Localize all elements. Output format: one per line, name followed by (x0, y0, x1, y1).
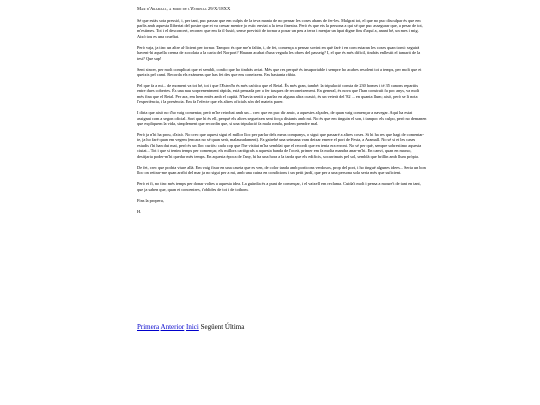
letter-signature: H. (137, 208, 142, 214)
letter-heading-date: 29/X/18XX (206, 6, 231, 11)
pagination-nav (137, 323, 244, 332)
previous-page-link[interactable]: Anterior (160, 323, 185, 331)
next-page-label: Següent (200, 323, 224, 331)
letter-paragraph: Pel que fa a mi... de moment va tot bé, tot i que l'Estrella és més caòtica que el Reial. És més gran, també: la tripulació consta de 230 homes i té 35 canons repartits entre dues cobertes. És una nau sorprenentment ràpida, està pensada per a fer tasques de reconeixement. En general, és nova que l'han construït fa poc anys, va molt més fina que el Reial. Per ara, em hem entès amb el capità. N'havia sentit a parlar en alguna altra ocasió, és un veterà del '82 ... en quanta llum; això, però se li nota l'experiència, i la presència. Em fa l'efecte que els altres oficials són del mateix parer. (137, 83, 420, 105)
letter-heading-place: Mar d'Aramall, a bord de l' (137, 6, 191, 11)
letter-paragraph: I diria que això no t'ho vaig comentar, però m'he retrobat amb un... crec que en puc dir amic, a aquestes alçades, de quan vaig començar a navegar. Aquí ha estat assignat com a segon oficial. Sort que hi és ell, perquè els altres segueixen sent força distants amb mi. No és que em tinguin el son, i tampoc els culpo, però no demanen que expliquem la vida, simplement que recordin que, si una tripulació fa mala ronda, podem prendre mal. (137, 110, 427, 127)
ship-name-emphasis: Estrella (221, 83, 235, 89)
letter-heading (137, 6, 427, 12)
letter-paragraph: Però vaja, ja tinc un altre al·licient per tornar. Tampoc és que me'n faltin, i, de fet, comença a pensar sovint en què farè i en com estaran les coses quan torni: seguirà havent-hi aquella crema de xocolata a la carta del Norport? Hauran acabat d'una vegada les obres del passeig? I, el que és més difícil, tindràs enllestit el tamarit de la tesi? Que sap! (137, 44, 421, 61)
letter-paragraph: Però ja n'hi ha prou, d'això. No crec que aquest sigui el millor lloc per parlar dels meus companys, o sigui que passaré a altres coses. Si hi ha res que hagi de comentar-te, ja ho faré quan em vegem (encara no sé quan serà, malauradament). Fa gairebé una setmana vam deixar enrere el port de Festa, a Aramall. No sé si et les cases estudis t'hi han dut mai, però és un lloc curiós: cada cop que l'he visitat m'ha semblat que el recordi que en tenia era erroni. No sé per què, sempre sobrestimo aquesta ciutat... Tot i que si tenim temps per començar, els millors cartògrafs a aquesta banda de l'oceà, primer em fa molta mandra anar-m'hi. En canvi, quan en marxo, desitjaria poder-m'hi quedar més temps. En aquesta època de l'any, hi ha una hora a la tarda que els edificis, socarrimats pel sol, semblà que brillin amb llum pròpia. (137, 132, 425, 159)
letter-paragraph: Sent sincer, per molt complicat que et sembli, confio que ho tindràs aviat. Més que res perquè és insuportable i sempre ho acabes resolent tot a temps, per molt que et queixis pel camí. Recorda els exàmens que has fet des que ens coneixem. Fas bastanta ràbia. (137, 66, 422, 78)
letter-paragraph: Sé que estàs sota pressió, i, per tant, puc passar que em culpis de la teva mania de no pensar les coses abans de fer-les. Malgrat tot, el que no puc disculpar és que em parlis amb aquesta llibertat del postre que et va creuar mentre jo estic enviat a la teva finestra. Però és que ets la persona a qui sé que puc assegurar que, a pesar de tot, m'estimes. Tot i el desconcert, reconec que em fa il·lusió, sense previsió de tornar a posar un peu a terra i menjar un àpat digne fins d'aquí a, anant bé, un mes i mig. Això tou es una crueltat. (137, 17, 423, 39)
letter-paragraph: De fet, crec que podria viure allà. Em vaig fixar en una caseta que es ven, de color tanda amb porticons verdosos, prop del port, i ho tingué algunes idees... Seria un bon lloc on retirar-me quan arribi del mar ja no sigui per a mi, amb una cuina en condicions i un petit jardí, que per a una persona sola seria més que suficient. (137, 164, 426, 176)
home-link[interactable]: Inici (186, 323, 199, 331)
letter-heading-ship: Estrella (190, 6, 207, 11)
first-page-link[interactable]: Primera (137, 323, 160, 331)
letter (137, 6, 427, 220)
letter-closing: Fins la propera, (137, 197, 164, 203)
last-page-label: Última (224, 323, 245, 331)
letter-paragraph: Però et fi, no tinc més temps per donar voltes a aquesta idea. La guàrdia és a punt de començar, i el vaixell em reclama. Cuida't molt i pensa a moure't de tant en tant, que ja saben que, quan et concentres, t'oblides de tot i de tothom. (137, 181, 421, 192)
